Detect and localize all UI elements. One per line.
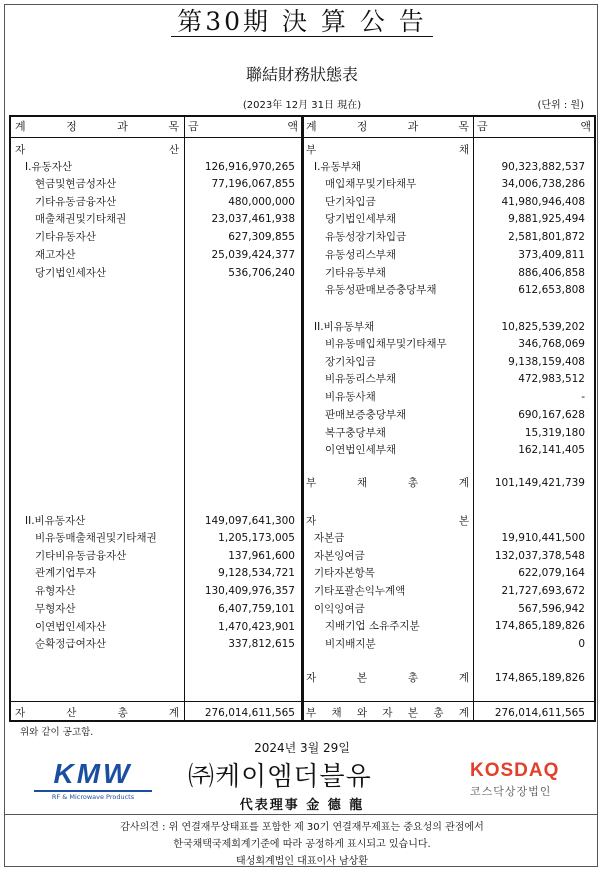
- current-liability-item-amount: 373,409,811: [518, 248, 585, 261]
- equity-section: 자 본: [306, 515, 469, 527]
- total-liabilities-equity-label: 부 채 와 자 본 총 계: [306, 707, 469, 719]
- header-left-account: 계 정 과 목: [15, 120, 179, 133]
- kmw-logo-text: KMW: [53, 758, 133, 789]
- equity-sub-item-amount: 174,865,189,826: [494, 620, 585, 632]
- equity-item-amount: 21,727,693,672: [501, 585, 585, 598]
- noncurrent-liability-item-label: 비유동사채: [325, 391, 376, 404]
- current-asset-item-label: 기타유동금융자산: [35, 195, 117, 208]
- noncurrent-asset-item-label: 이연법인세자산: [35, 620, 107, 633]
- equity-item-label: 자본금: [314, 532, 345, 544]
- total-liabilities-equity-amount: 276,014,611,565: [494, 707, 585, 719]
- current-liability-item-label: 당기법인세부채: [325, 213, 397, 226]
- bottom-divider: [4, 814, 598, 815]
- noncurrent-liability-item-label: 비유동리스부채: [325, 373, 397, 386]
- current-liability-item-label: 단기차입금: [325, 195, 376, 208]
- total-assets-amount: 276,014,611,565: [204, 707, 295, 719]
- noncurrent-asset-item-label: 유형자산: [35, 585, 76, 598]
- equity-sub-item-label: 지배기업 소유주지분: [325, 620, 420, 632]
- noncurrent-liability-item-amount: -: [581, 391, 585, 404]
- current-liability-item-label: 유동성리스부채: [325, 248, 397, 261]
- noncurrent-asset-item-label: 순확정급여자산: [35, 638, 107, 651]
- current-asset-item-label: 현금및현금성자산: [35, 178, 117, 190]
- noncurrent-asset-item-label: 기타비유동금융자산: [35, 549, 127, 562]
- equity-item-amount: 622,079,164: [518, 567, 585, 580]
- current-asset-item-label: 재고자산: [35, 248, 76, 261]
- company-name: ㈜케이엠더블유: [188, 762, 372, 792]
- audit-opinion-line2: 한국채택국제회계기준에 따라 공정하게 표시되고 있습니다.: [173, 839, 431, 850]
- noncurrent-assets-label: II.비유동자산: [25, 515, 86, 527]
- current-asset-item-amount: 77,196,067,855: [211, 178, 295, 190]
- page-title: 第30期 決 算 公 告: [0, 6, 604, 38]
- noncurrent-asset-item-amount: 337,812,615: [228, 638, 295, 651]
- header-right-amount: 금 액: [477, 120, 591, 133]
- noncurrent-liability-item-amount: 472,983,512: [518, 373, 585, 386]
- current-liabilities-amount: 90,323,882,537: [501, 161, 585, 173]
- noncurrent-asset-item-amount: 9,128,534,721: [218, 567, 295, 580]
- current-asset-item-amount: 536,706,240: [228, 266, 295, 279]
- kosdaq-logo: [470, 760, 559, 799]
- noncurrent-liabilities-label: II.비유동부채: [314, 321, 375, 333]
- total-liabilities-label: 부 채 총 계: [306, 477, 469, 489]
- noncurrent-asset-item-amount: 1,470,423,901: [218, 620, 295, 633]
- total-assets-label: 자 산 총 계: [15, 707, 179, 719]
- kmw-logo-tagline: RF & Microwave Products: [34, 790, 152, 801]
- noncurrent-asset-item-label: 관계기업투자: [35, 567, 96, 580]
- notice-text: 위와 같이 공고함.: [20, 727, 94, 738]
- noncurrent-liabilities-amount: 10,825,539,202: [501, 321, 585, 333]
- noncurrent-liability-item-amount: 162,141,405: [518, 444, 585, 457]
- equity-item-label: 기타포괄손익누계액: [314, 585, 406, 598]
- total-equity-label: 자 본 총 계: [306, 672, 469, 684]
- current-asset-item-amount: 25,039,424,377: [211, 248, 295, 261]
- current-liability-item-label: 매입채무및기타채무: [325, 178, 417, 190]
- current-asset-item-label: 당기법인세자산: [35, 266, 107, 279]
- noncurrent-asset-item-amount: 6,407,759,101: [218, 602, 295, 615]
- current-liability-item-label: 유동성판매보증충당부채: [325, 284, 437, 297]
- noncurrent-liability-item-amount: 346,768,069: [518, 338, 585, 350]
- current-liability-item-amount: 9,881,925,494: [508, 213, 585, 226]
- noncurrent-asset-item-amount: 1,205,173,005: [218, 532, 295, 544]
- noncurrent-liability-item-amount: 9,138,159,408: [508, 355, 585, 368]
- noncurrent-liability-item-label: 비유동매입채무및기타채무: [325, 338, 447, 350]
- current-liability-item-label: 유동성장기차입금: [325, 231, 407, 244]
- noncurrent-asset-item-amount: 137,961,600: [228, 549, 295, 562]
- current-liability-item-amount: 41,980,946,408: [501, 195, 585, 208]
- liabilities-section: 부 채: [306, 144, 469, 156]
- audit-firm: 태성회계법인 대표이사 남상환: [236, 856, 368, 867]
- noncurrent-liability-item-label: 복구충당부채: [325, 426, 386, 439]
- statement-title: 聯結財務狀態表: [245, 65, 358, 84]
- equity-item-amount: 132,037,378,548: [494, 549, 585, 562]
- unit-label: (단위 : 원): [537, 100, 584, 111]
- equity-sub-item-label: 비지배지분: [325, 637, 376, 650]
- equity-item-label: 이익잉여금: [314, 602, 365, 615]
- current-liability-item-amount: 886,406,858: [518, 266, 585, 279]
- statement-date: (2023年 12月 31日 現在): [242, 100, 362, 111]
- current-liability-item-amount: 2,581,801,872: [508, 231, 585, 244]
- current-asset-item-label: 기타유동자산: [35, 231, 96, 244]
- equity-item-label: 자본잉여금: [314, 549, 365, 562]
- noncurrent-asset-item-amount: 130,409,976,357: [204, 585, 295, 598]
- audit-opinion-line1: 감사의견 : 위 연결재무상태표를 포함한 제 30기 연결재무제표는 중요성의 관점에서: [120, 822, 484, 833]
- current-liability-item-amount: 612,653,808: [518, 284, 585, 297]
- current-asset-item-label: 매출채권및기타채권: [35, 213, 127, 226]
- current-asset-item-amount: 627,309,855: [228, 231, 295, 244]
- noncurrent-liability-item-amount: 15,319,180: [524, 426, 585, 439]
- assets-section: 자 산: [15, 144, 179, 156]
- equity-item-amount: 567,596,942: [518, 602, 585, 615]
- publish-date: 2024년 3월 29일: [254, 741, 350, 755]
- current-assets-label: I.유동자산: [25, 161, 73, 173]
- noncurrent-asset-item-label: 무형자산: [35, 602, 76, 615]
- current-asset-item-amount: 23,037,461,938: [211, 213, 295, 226]
- total-equity-amount: 174,865,189,826: [494, 672, 585, 684]
- noncurrent-asset-item-label: 비유동매출채권및기타채권: [35, 532, 157, 544]
- kosdaq-logo-subtext: 코스닥상장법인: [470, 785, 552, 798]
- current-asset-item-amount: 480,000,000: [228, 195, 295, 208]
- current-liability-item-amount: 34,006,738,286: [501, 178, 585, 190]
- total-liabilities-amount: 101,149,421,739: [494, 477, 585, 489]
- kosdaq-logo-text: KOSDAQ: [470, 760, 560, 781]
- current-liabilities-label: I.유동부채: [314, 161, 362, 173]
- noncurrent-liability-item-amount: 690,167,628: [518, 408, 585, 421]
- header-left-amount: 금 액: [188, 120, 298, 133]
- balance-sheet-table: [9, 115, 596, 722]
- noncurrent-assets-amount: 149,097,641,300: [204, 515, 295, 527]
- noncurrent-liability-item-label: 장기차입금: [325, 355, 376, 368]
- noncurrent-liability-item-label: 판매보증충당부채: [325, 408, 407, 421]
- current-assets-amount: 126,916,970,265: [204, 161, 295, 173]
- equity-item-label: 기타자본항목: [314, 567, 375, 580]
- header-right-account: 계 정 과 목: [306, 120, 469, 133]
- equity-sub-item-amount: 0: [578, 637, 585, 650]
- ceo-name: 代表理事 金 德 龍: [239, 798, 365, 813]
- equity-item-amount: 19,910,441,500: [501, 532, 585, 544]
- noncurrent-liability-item-label: 이연법인세부채: [325, 444, 397, 457]
- current-liability-item-label: 기타유동부채: [325, 266, 386, 279]
